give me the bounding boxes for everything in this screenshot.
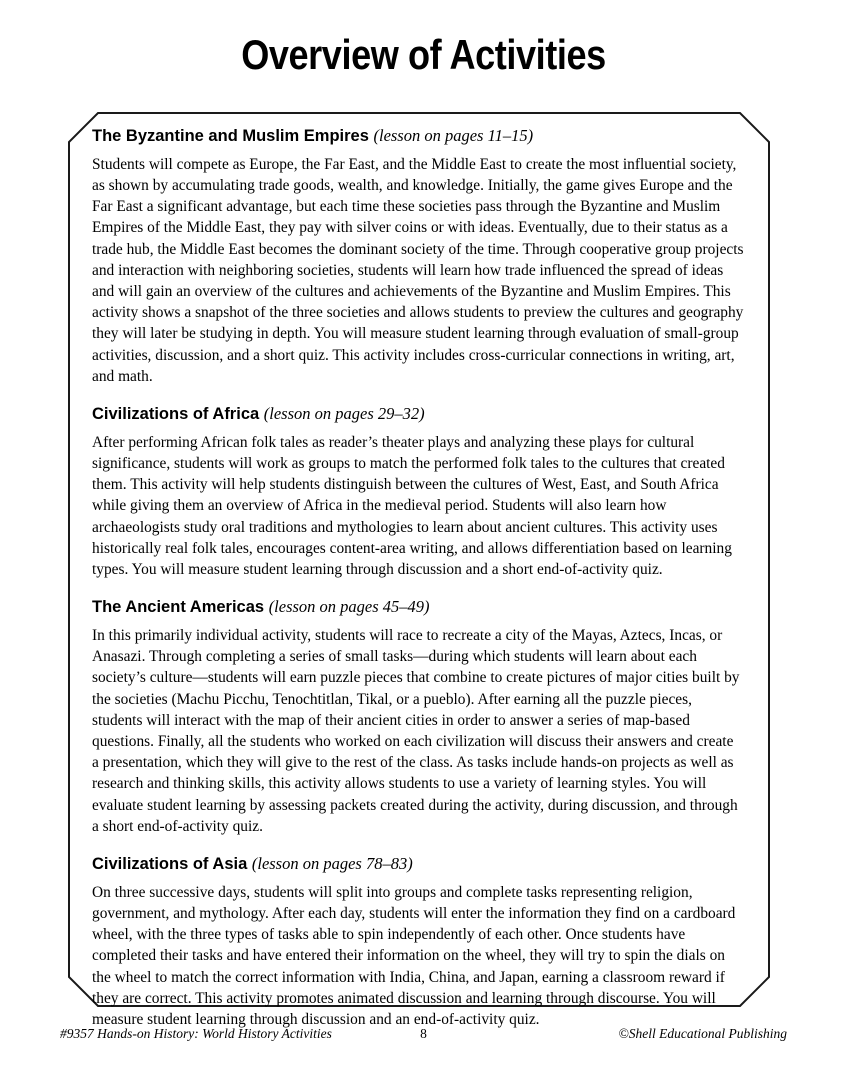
section-heading-title: Civilizations of Asia <box>92 855 248 874</box>
section-heading-title: Civilizations of Africa <box>92 405 260 424</box>
section-heading <box>92 404 744 425</box>
section-body: In this primarily individual activity, students will race to recreate a city of the Mayas, Aztecs, Incas, or Anasazi. Through completing a series of small tasks—during which students will learn about each society’s culture—students will earn puzzle pieces that combine to create pictures of major cities built by the societies (Machu Picchu, Tenochtitlan, Tikal, or a pueblo). After earning all the puzzle pieces, students will interact with the map of their ancient cities in order to answer a series of map-based questions. Finally, all the students who worked on each civilization will discuss their answers and create a presentation, which they will give to the rest of the class. As tasks include hands-on projects as well as research and thinking skills, this activity allows students to use a variety of learning styles. You will evaluate student learning by assessing packets created during the activity, during discussion, and through a short end-of-activity quiz. <box>92 627 740 835</box>
section-body: Students will compete as Europe, the Far East, and the Middle East to create the most influential society, as shown by accumulating trade goods, wealth, and knowledge. Initially, the game gives Europe and the Far East a significant advantage, but each time these societies pass through the Byzantine and Muslim Empires of the Middle East, they pay with silver coins or with ideas. Eventually, due to their status as a trade hub, the Middle East becomes the dominant society of the time. Through cooperative group projects and interaction with neighboring societies, students will learn how trade influenced the spread of ideas and will gain an overview of the cultures and achievements of the Byzantine and Muslim Empires. This activity shows a snapshot of the three societies and allows students to preview the cultures and geography they will later be studying in depth. You will measure student learning through evaluation of small-group activities, discussion, and a short quiz. This activity includes cross-curricular connections in writing, art, and math. <box>92 155 744 385</box>
page-footer <box>60 1026 787 1046</box>
activities-list <box>68 112 770 1029</box>
footer-publisher: ©Shell Educational Publishing <box>618 1026 787 1041</box>
activity-section-americas <box>92 597 744 837</box>
footer-book-title: #9357 Hands-on History: World History Activities <box>60 1026 332 1041</box>
activity-section-africa <box>92 404 744 580</box>
section-heading <box>92 854 744 875</box>
section-body: After performing African folk tales as reader’s theater plays and analyzing these plays for cultural significance, students will work as groups to match the performed folk tales to the cultures that created them. This activity will help students distinguish between the cultures of West, East, and South Africa while giving them an overview of Africa in the medieval period. Students will also learn how archaeologists study oral traditions and mythologies to learn about ancient cultures. This activity uses historically real folk tales, encourages content-area writing, and allows differentiation based on learning types. You will measure student learning through discussion and a short end-of-activity quiz. <box>92 433 732 579</box>
section-lesson-reference: (lesson on pages 29–32) <box>263 404 425 424</box>
page-title: Overview of Activities <box>241 31 606 78</box>
section-heading-title: The Ancient Americas <box>92 598 265 617</box>
activity-section-asia <box>92 854 744 1030</box>
section-lesson-reference: (lesson on pages 45–49) <box>268 597 430 617</box>
activities-box <box>68 112 770 1029</box>
section-lesson-reference: (lesson on pages 78–83) <box>251 854 413 874</box>
section-heading <box>92 126 744 147</box>
section-heading-title: The Byzantine and Muslim Empires <box>92 127 369 145</box>
footer-page-number: 8 <box>420 1026 427 1041</box>
section-body: On three successive days, students will split into groups and complete tasks representing religion, government, and mythology. After each day, students will enter the information they find on a cardboard wheel, with the three types of tasks able to spin independently of each other. Once students have completed their tasks and have entered their information on the wheel, they will try to spin the dials on the wheel to match the correct information with India, China, and Japan, earning a classroom reward if they are correct. This activity promotes animated discussion and learning through discourse. You will measure student learning through discussion and an end-of-activity quiz. <box>92 883 736 1029</box>
activity-section-byzantine <box>92 126 744 387</box>
section-heading <box>92 597 744 618</box>
section-lesson-reference: (lesson on pages 11–15) <box>373 126 534 145</box>
